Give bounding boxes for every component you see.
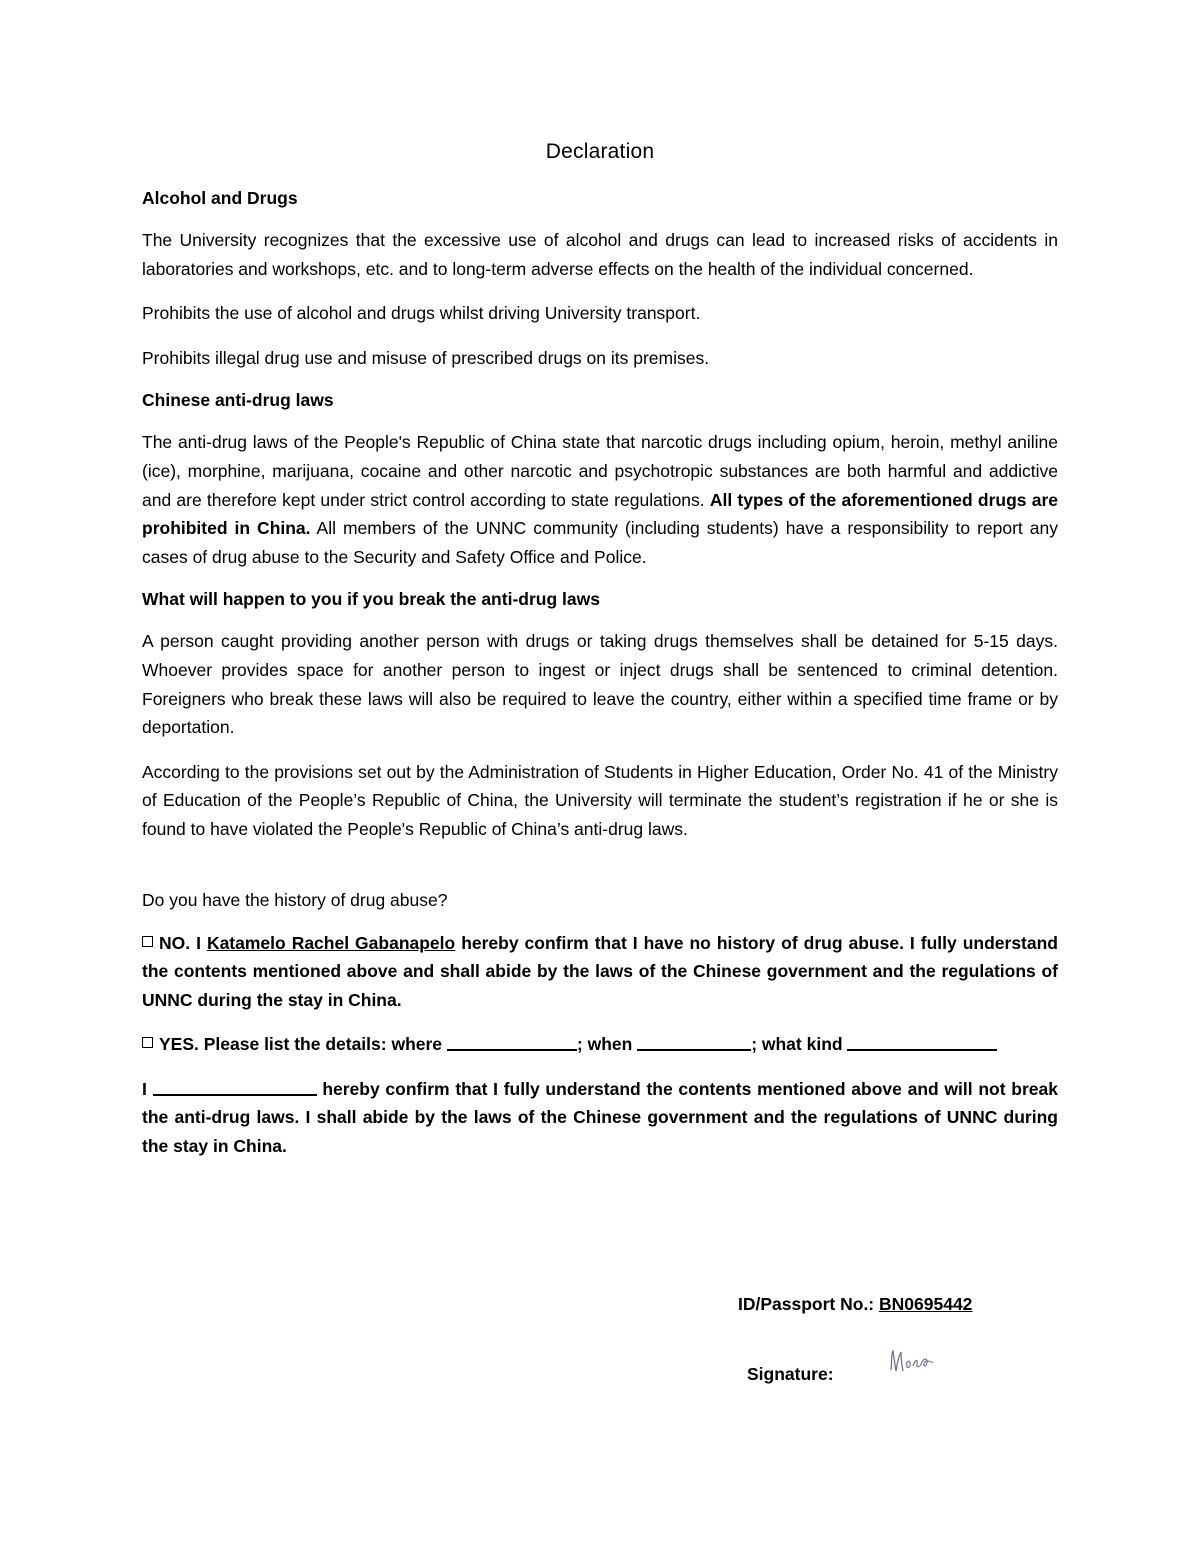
alcohol-paragraph-3: Prohibits illegal drug use and misuse of prescribed drugs on its premises. [142,347,710,368]
when-blank[interactable] [637,1033,751,1051]
chinese-laws-text-end: All members of the UNNC community (including students) have a responsibility to report any cases of drug abuse to the Security and Safety Office and Police. [142,518,1058,567]
heading-chinese-laws: Chinese anti-drug laws [142,390,334,411]
chinese-laws-bold-text: All types of the aforementioned drugs are prohibited in China. [142,489,1058,539]
declaration-page [142,140,1058,1177]
chinese-laws-text-start: The anti-drug laws of the People's Republic of China state that narcotic drugs including opium, heroin, methyl aniline (ice), morphine, marijuana, cocaine and other narcotic and psychotropic substances are both harmful and addictive and are therefore kept under strict control according to state regulations. [142,432,1058,510]
consequences-paragraph-2: According to the provisions set out by the Administration of Students in Higher Education, Order No. 41 of the Ministry of Education of the People’s Republic of China, the University will terminate the student’s registration if he or she is found to have violated the People's Republic of China’s anti-drug laws. [142,761,1058,839]
id-value: BN0695442 [879,1294,973,1314]
confirm-text: hereby confirm that I fully understand the contents mentioned above and will not break the anti-drug laws. I shall abide by the laws of the Chinese government and the regulations of UNNC during the stay in China. [142,1078,1058,1157]
consequences-paragraph-1: A person caught providing another person with drugs or taking drugs themselves shall be detained for 5-15 days. Whoever provides space for another person to ingest or inject drugs shall be sentenced to criminal detention. Foreigners who break these laws will also be required to leave the country, either within a specified time frame or by deportation. [142,631,1058,738]
option-yes [142,1030,1058,1059]
alcohol-paragraph-1: The University recognizes that the excessive use of alcohol and drugs can lead to increased risks of accidents in laboratories and workshops, etc. and to long-term adverse effects on the health of the individual concerned. [142,230,1058,279]
confirm-prefix: I [142,1078,153,1099]
heading-alcohol: Alcohol and Drugs [142,188,298,208]
checkbox-yes[interactable] [142,1037,153,1048]
checkbox-no[interactable] [142,936,153,947]
what-kind-blank[interactable] [847,1033,997,1051]
name-blank[interactable] [153,1078,317,1096]
confirm-statement [142,1075,1058,1161]
option-yes-what-kind: ; what kind [751,1034,848,1055]
where-blank[interactable] [447,1033,577,1051]
heading-consequences: What will happen to you if you break the anti-drug laws [142,589,600,610]
id-label: ID/Passport No.: [738,1294,879,1314]
option-no-text: hereby confirm that I have no history of drug abuse. I fully understand the contents mentioned above and shall abide by the laws of the Chinese government and the regulations of UNNC during the stay in China. [142,932,1058,1010]
drug-history-question: Do you have the history of drug abuse? [142,889,448,910]
option-yes-prefix: YES. Please list the details: where [159,1034,447,1055]
id-passport-line [738,1294,972,1315]
signature-label: Signature: [747,1364,834,1384]
chinese-laws-paragraph [142,428,1058,571]
option-no [142,929,1058,1015]
declarant-name: Katamelo Rachel Gabanapelo [206,932,456,953]
option-yes-when: ; when [576,1034,638,1055]
handwritten-signature-icon [888,1346,936,1376]
page-title: Declaration [545,140,655,163]
alcohol-paragraph-2: Prohibits the use of alcohol and drugs whilst driving University transport. [142,303,701,324]
option-no-prefix: NO. I [159,932,207,953]
